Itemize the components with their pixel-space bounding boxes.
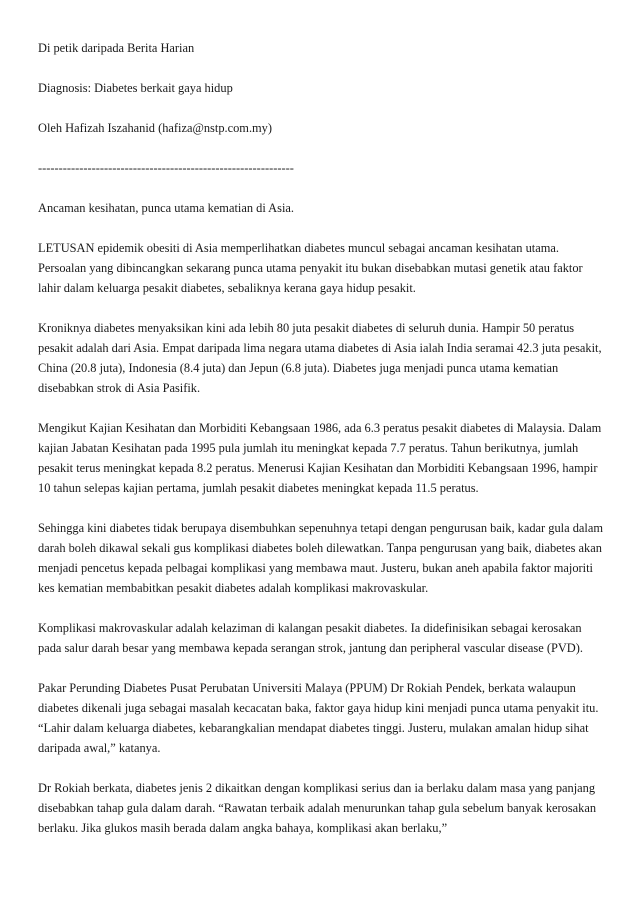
paragraph-6: Pakar Perunding Diabetes Pusat Perubatan Universiti Malaya (PPUM) Dr Rokiah Pendek, berkata walaupun diabetes dikenali juga sebagai masalah kecacatan baka, faktor gaya hidup kini menjadi punca utama penyakit itu. “Lahir dalam keluarga diabetes, kebarangkalian mendapat diabetes tinggi. Justeru, mulakan amalan hidup sihat daripada awal,” katanya. <box>38 681 599 755</box>
paragraph-7: Dr Rokiah berkata, diabetes jenis 2 dikaitkan dengan komplikasi serius dan ia berlaku dalam masa yang panjang disebabkan tahap gula dalam darah. “Rawatan terbaik adalah menurunkan tahap gula sebelum banyak kerosakan berlaku. Jika glukos masih berada dalam angka bahaya, komplikasi akan berlaku,” <box>38 781 597 835</box>
article-title: Diagnosis: Diabetes berkait gaya hidup <box>38 81 233 95</box>
paragraph-1: LETUSAN epidemik obesiti di Asia memperlihatkan diabetes muncul sebagai ancaman kesihatan utama. Persoalan yang dibincangkan sekarang punca utama penyakit itu bukan disebabkan mutasi genetik atau faktor lahir dalam keluarga pesakit diabetes, sebaliknya kerana gaya hidup pesakit. <box>38 241 583 295</box>
divider-line: -------------------------------------------------------------- <box>38 161 294 175</box>
paragraph-2: Kroniknya diabetes menyaksikan kini ada lebih 80 juta pesakit diabetes di seluruh dunia. Hampir 50 peratus pesakit adalah dari Asia. Empat daripada lima negara utama diabetes di Asia ialah India seramai 42.3 juta pesakit, China (20.8 juta), Indonesia (8.4 juta) dan Jepun (6.8 juta). Diabetes juga menjadi punca utama kematian disebabkan strok di Asia Pasifik. <box>38 321 602 395</box>
paragraph-3: Mengikut Kajian Kesihatan dan Morbiditi Kebangsaan 1986, ada 6.3 peratus pesakit diabetes di Malaysia. Dalam kajian Jabatan Kesihatan pada 1995 pula jumlah itu meningkat kepada 7.7 peratus. Tahun berikutnya, jumlah pesakit terus meningkat kepada 8.2 peratus. Menerusi Kajian Kesihatan dan Morbiditi Kebangsaan 1996, hampir 10 tahun selepas kajian pertama, jumlah pesakit diabetes meningkat kepada 11.5 peratus. <box>38 421 602 495</box>
document-page <box>38 38 604 858</box>
paragraph-5: Komplikasi makrovaskular adalah kelaziman di kalangan pesakit diabetes. Ia didefinisikan sebagai kerosakan pada salur darah besar yang membawa kepada serangan strok, jantung dan peripheral vascular disease (PVD). <box>38 621 583 655</box>
lead-line: Ancaman kesihatan, punca utama kematian di Asia. <box>38 201 294 215</box>
paragraph-4: Sehingga kini diabetes tidak berupaya disembuhkan sepenuhnya tetapi dengan pengurusan baik, kadar gula dalam darah boleh dikawal sekali gus komplikasi diabetes boleh dilewatkan. Tanpa pengurusan yang baik, diabetes akan menjadi pencetus kepada pelbagai komplikasi yang membawa maut. Justeru, bukan aneh apabila faktor majoriti kes kematian membabitkan pesakit diabetes adalah komplikasi makrovaskular. <box>38 521 603 595</box>
source-line: Di petik daripada Berita Harian <box>38 41 195 55</box>
byline: Oleh Hafizah Iszahanid (hafiza@nstp.com.my) <box>38 121 273 135</box>
